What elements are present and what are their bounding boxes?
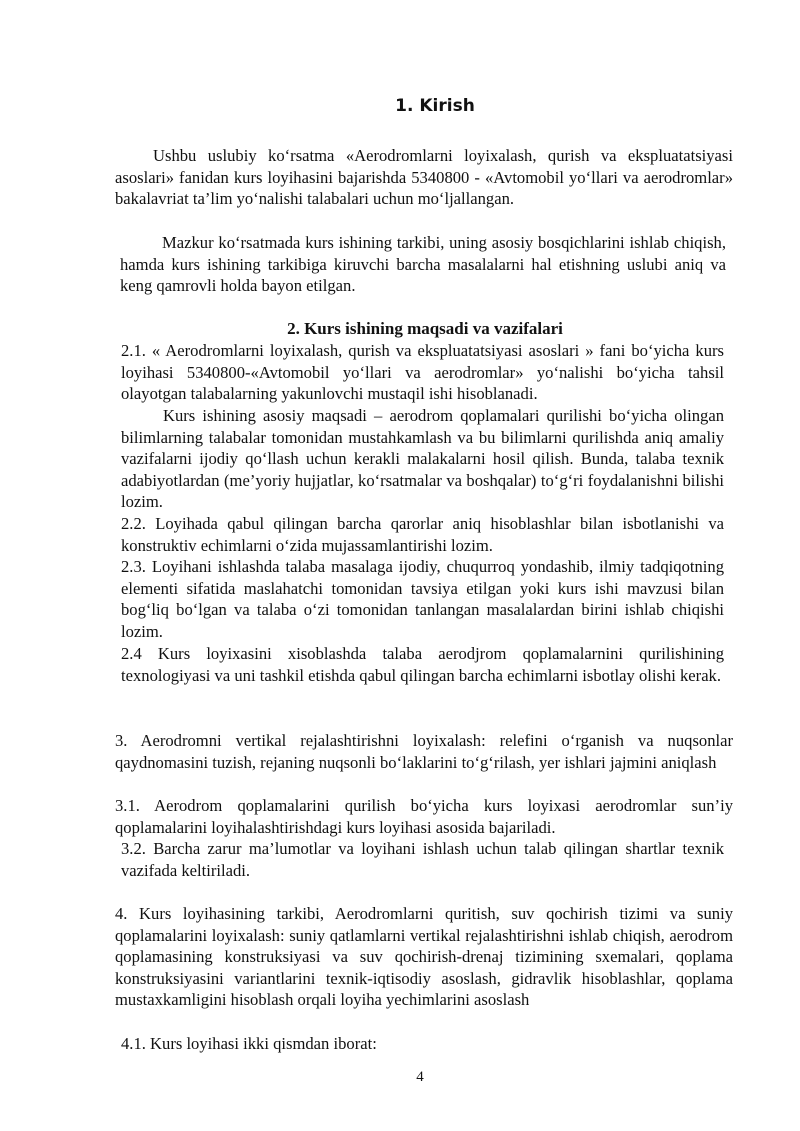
paragraph-2-1-goal: Kurs ishining asosiy maqsadi – aerodrom qoplamalari qurilishi bo‘yicha olingan bilimlarning talabalar tomonidan mustahkamlash va bu bilimlarni qurilishda aniq amaliy vazifalarni ijodiy qo‘llash uchun kerakli malakalarni hosil qilish. Bunda, talaba texnik adabiyotlardan (me’yoriy hujjatlar, ko‘rsatmalar va boshqalar) to‘g‘ri foydalanishni bilishi lozim. (121, 406, 724, 512)
paragraph-4-1: 4.1. Kurs loyihasi ikki qismdan iborat: (121, 1034, 377, 1053)
section-1-heading: 1. Kirish (395, 96, 475, 116)
paragraph-3-1: 3.1. Aerodrom qoplamalarini qurilish bo‘yicha kurs loyixasi aerodromlar sun’iy qoplamalarini loyihalashtirishdagi kurs loyihasi asosida bajariladi. (115, 796, 733, 837)
paragraph-2-2: 2.2. Loyihada qabul qilingan barcha qarorlar aniq hisoblashlar bilan isbotlanishi va konstruktiv echimlarni o‘zida mujassamlantirishi lozim. (121, 514, 724, 555)
paragraph-3-2: 3.2. Barcha zarur ma’lumotlar va loyihani ishlash uchun talab qilingan shartlar texnik vazifada keltiriladi. (121, 839, 724, 880)
intro-paragraph-1: Ushbu uslubiy ko‘rsatma «Aerodromlarni loyixalash, qurish va ekspluatatsiyasi asoslari» fanidan kurs loyihasini bajarishda 5340800 - «Avtomobil yo‘llari va aerodromlar» bakalavriat ta’lim yo‘nalishi talabalari uchun mo‘ljallangan. (115, 146, 733, 209)
paragraph-3: 3. Aerodromni vertikal rejalashtirishni loyixalash: relefini o‘rganish va nuqsonlar qaydnomasini tuzish, rejaning nuqsonli bo‘laklarini to‘g‘rilash, yer ishlari jajmini aniqlash (115, 731, 733, 772)
paragraph-2-1: 2.1. « Aerodromlarni loyixalash, qurish va ekspluatatsiyasi asoslari » fani bo‘yicha kurs loyihasi 5340800-«Avtomobil yo‘llari va aerodromlar» yo‘nalishi bo‘yicha tahsil olayotgan talabalarning yakunlovchi mustaqil ishi hisoblanadi. (121, 341, 724, 404)
paragraph-4: 4. Kurs loyihasining tarkibi, Aerodromlarni quritish, suv qochirish tizimi va suniy qoplamalarini loyixalash: suniy qatlamlarni vertikal rejalashtirishni ishlab chiqish, aerodrom qoplamasining konstruksiyasi va suv qochirish-drenaj tizimining sxemalari, qoplama konstruksiyasini variantlarini texnik-iqtisodiy asoslash, gidravlik hisoblashlar, qoplama mustaxkamligini hisoblash orqali loyiha yechimlarini asoslash (115, 904, 733, 1010)
page-number: 4 (416, 1069, 424, 1085)
paragraph-2-3: 2.3. Loyihani ishlashda talaba masalaga ijodiy, chuqurroq yondashib, ilmiy tadqiqotning elementi sifatida maslahatchi tomonidan tavsiya etilgan yoki kurs ishi mavzusi bilan bog‘liq bo‘lgan va talaba o‘zi tomonidan tanlangan masalalardan birini ishlab chiqishi lozim. (121, 557, 724, 641)
intro-paragraph-2: Mazkur ko‘rsatmada kurs ishining tarkibi, uning asosiy bosqichlarini ishlab chiqish, hamda kurs ishining tarkibiga kiruvchi barcha masalalarni hal etishning uslubi aniq va keng qamrovli holda bayon etilgan. (120, 233, 726, 296)
section-2-heading: 2. Kurs ishining maqsadi va vazifalari (287, 319, 563, 338)
paragraph-2-4: 2.4 Kurs loyixasini xisoblashda talaba aerodjrom qoplamalarnini qurilishining texnologiyasi va uni tashkil etishda qabul qilingan barcha echimlarni isbotlay olishi kerak. (121, 644, 724, 685)
